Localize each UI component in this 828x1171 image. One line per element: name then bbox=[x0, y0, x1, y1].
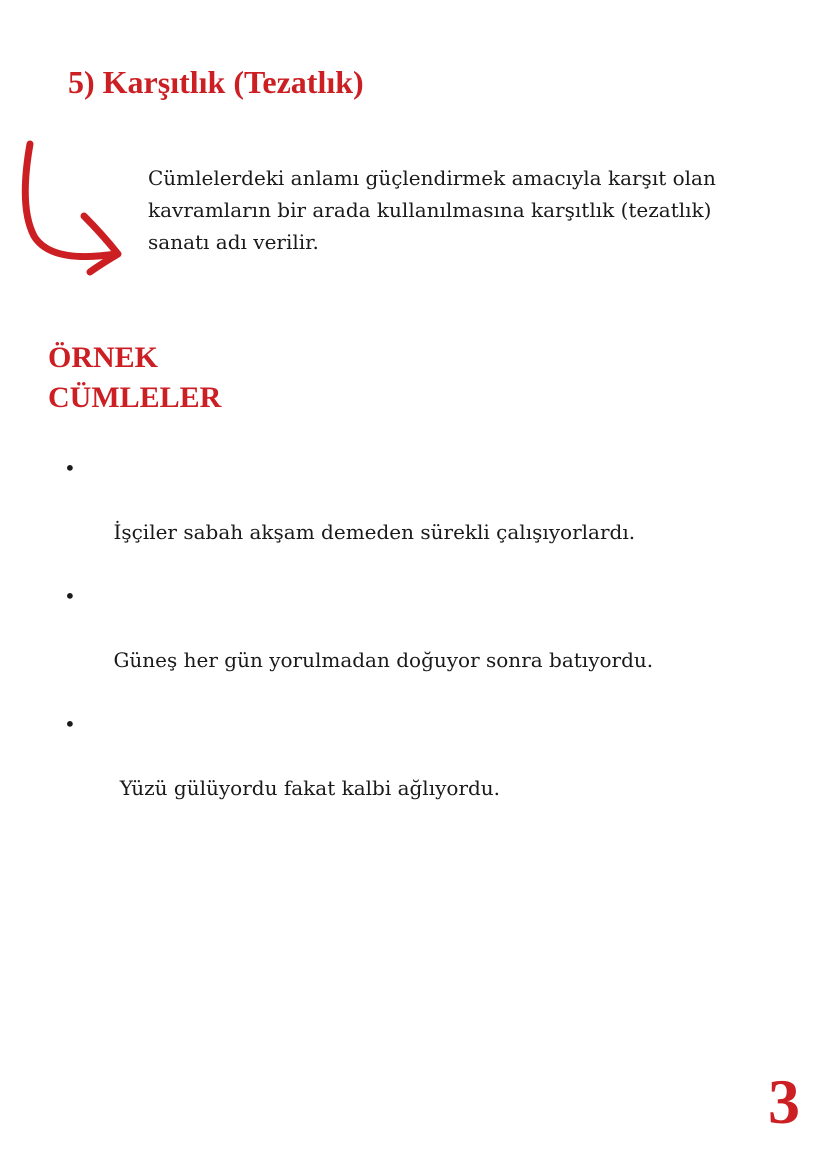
example-sentence: Güneş her gün yorulmadan doğuyor sonra batıyordu. bbox=[113, 648, 654, 672]
list-item bbox=[64, 452, 653, 580]
page-number: 3 bbox=[768, 1066, 800, 1137]
definition-text: Cümlelerdeki anlamı güçlendirmek amacıyla karşıt olan kavramların bir arada kullanılmasına karşıtlık (tezatlık) sanatı adı verilir. bbox=[148, 166, 716, 254]
examples-heading-line2: CÜMLELER bbox=[48, 381, 222, 414]
bullet-icon: • bbox=[64, 712, 76, 736]
list-item bbox=[64, 580, 653, 708]
curved-arrow-right-icon bbox=[18, 138, 133, 278]
example-sentence: İşçiler sabah akşam demeden sürekli çalışıyorlardı. bbox=[113, 520, 636, 544]
page-title: 5) Karşıtlık (Tezatlık) bbox=[68, 64, 364, 100]
examples-heading bbox=[48, 338, 221, 418]
bullet-icon: • bbox=[64, 456, 76, 480]
examples-heading-line1: ÖRNEK bbox=[48, 341, 159, 374]
examples-list bbox=[64, 452, 653, 836]
list-item bbox=[64, 708, 653, 836]
example-sentence: Yüzü gülüyordu fakat kalbi ağlıyordu. bbox=[113, 776, 501, 800]
bullet-icon: • bbox=[64, 584, 76, 608]
